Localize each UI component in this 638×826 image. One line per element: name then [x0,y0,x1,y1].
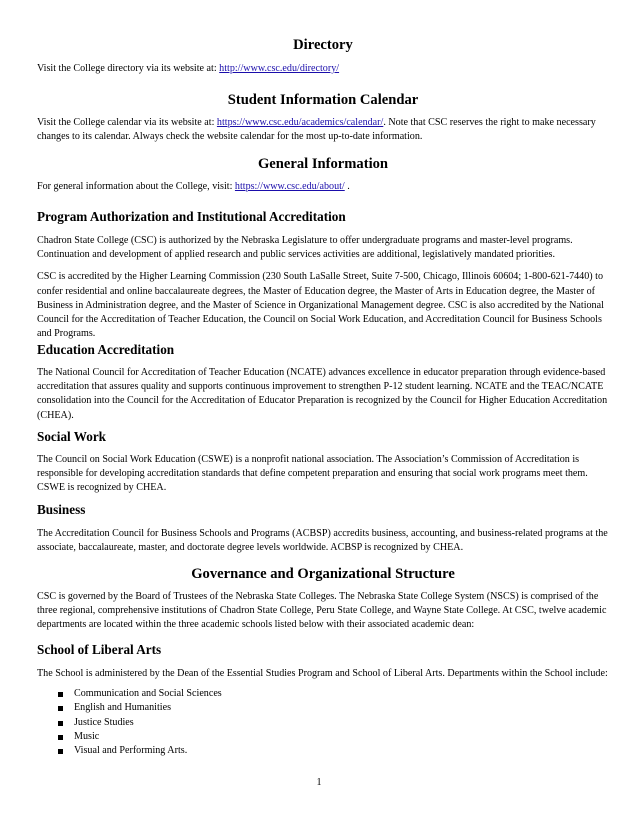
general-section [37,156,609,194]
list-item [37,730,609,744]
social-work-section [37,429,609,496]
general-heading: General Information [257,156,389,172]
directory-text [37,62,609,76]
general-link[interactable]: https://www.csc.edu/about/ [234,181,345,192]
department-list [37,687,609,758]
bullet-icon [58,749,63,754]
calendar-intro: Visit the College calendar via its website at: [37,117,217,128]
program-authorization-para2: CSC is accredited by the Higher Learning Commission (230 South LaSalle Street, Suite 7-500, Chicago, Illinois 60604; 1-800-621-7440) to confer residential and online baccalaureate degrees, the Master of Education degree, the Master of Arts in Education degree, the Master of Business in Administration degree, and the Master of Science in Organizational Management degree. CSC is also accredited by the National Council for the Accreditation of Teacher Education, the Council on Social Work Education, and Accreditation Council for Business Schools and Programs. [37,271,604,340]
department-name: Justice Studies [74,716,134,728]
bullet-icon [58,735,63,740]
calendar-text [37,116,609,144]
education-accreditation-section [37,342,609,423]
program-authorization-para1: Chadron State College (CSC) is authorized by the Nebraska Legislature to offer undergraduate programs and master-level programs. Continuation and development of applied research and public services activities are additional, legislatively mandated priorities. [37,235,573,261]
liberal-arts-heading: School of Liberal Arts [37,642,162,657]
general-intro: For general information about the College, visit: [37,181,235,192]
directory-link[interactable]: http://www.csc.edu/directory/ [219,63,340,74]
program-authorization-heading: Program Authorization and Institutional Accreditation [37,209,346,224]
list-item [37,716,609,730]
list-item [37,687,609,701]
list-item [37,701,609,715]
department-name: English and Humanities [74,702,171,714]
bullet-icon [58,721,63,726]
page-number: 1 [316,777,322,788]
liberal-arts-section [37,642,609,758]
governance-heading: Governance and Organizational Structure [191,566,455,582]
directory-heading: Directory [293,37,353,53]
department-name: Communication and Social Sciences [74,688,222,700]
social-work-text: The Council on Social Work Education (CSWE) is a nonprofit national association. The Association’s Commission of Accreditation is responsible for developing accreditation standards that define competent preparation and ensuring that social work programs meet them. CSWE is recognized by CHEA. [37,454,588,494]
governance-text: CSC is governed by the Board of Trustees of the Nebraska State Colleges. The Nebraska State College System (NSCS) is comprised of the three regional, comprehensive institutions of Chadron State College, Peru State College, and Wayne State College. At CSC, twelve academic departments are located within the three academic schools listed below with their associated academic dean: [37,591,607,631]
program-authorization-section [37,209,609,341]
bullet-icon [58,706,63,711]
calendar-heading: Student Information Calendar [227,92,419,108]
education-accreditation-heading: Education Accreditation [37,342,175,357]
calendar-note: . Note that CSC reserves the right to make necessary changes to its calendar. Always check the website calendar for the most up-to-date information. [37,117,596,143]
business-section [37,502,609,555]
department-name: Music [74,730,100,742]
bullet-icon [58,692,63,697]
governance-section [37,566,609,633]
department-name: Visual and Performing Arts. [74,745,188,757]
calendar-section [37,92,609,144]
business-heading: Business [37,502,86,517]
liberal-arts-text: The School is administered by the Dean of the Essential Studies Program and School of Liberal Arts. Departments within the School include: [37,668,608,679]
business-text: The Accreditation Council for Business Schools and Programs (ACBSP) accredits business, accounting, and business-related programs at the associate, baccalaureate, master, and doctorate degree levels worldwide. ACBSP is recognized by CHEA. [37,528,608,554]
general-end: . [344,181,350,192]
directory-section [37,37,609,76]
directory-intro: Visit the College directory via its website at: [37,63,220,74]
social-work-heading: Social Work [37,429,107,444]
calendar-link[interactable]: https://www.csc.edu/academics/calendar/ [216,117,384,128]
list-item [37,744,609,758]
general-text [37,180,609,194]
education-accreditation-text: The National Council for Accreditation of Teacher Education (NCATE) advances excellence in educator preparation through evidence-based accreditation that assures quality and supports continuous improvement to strengthen P-12 student learning. NCATE and the TEAC/NCATE consolidation into the Council for the Accreditation of Educator Preparation is recognized by the Council for Higher Education Accreditation (CHEA). [37,367,608,421]
